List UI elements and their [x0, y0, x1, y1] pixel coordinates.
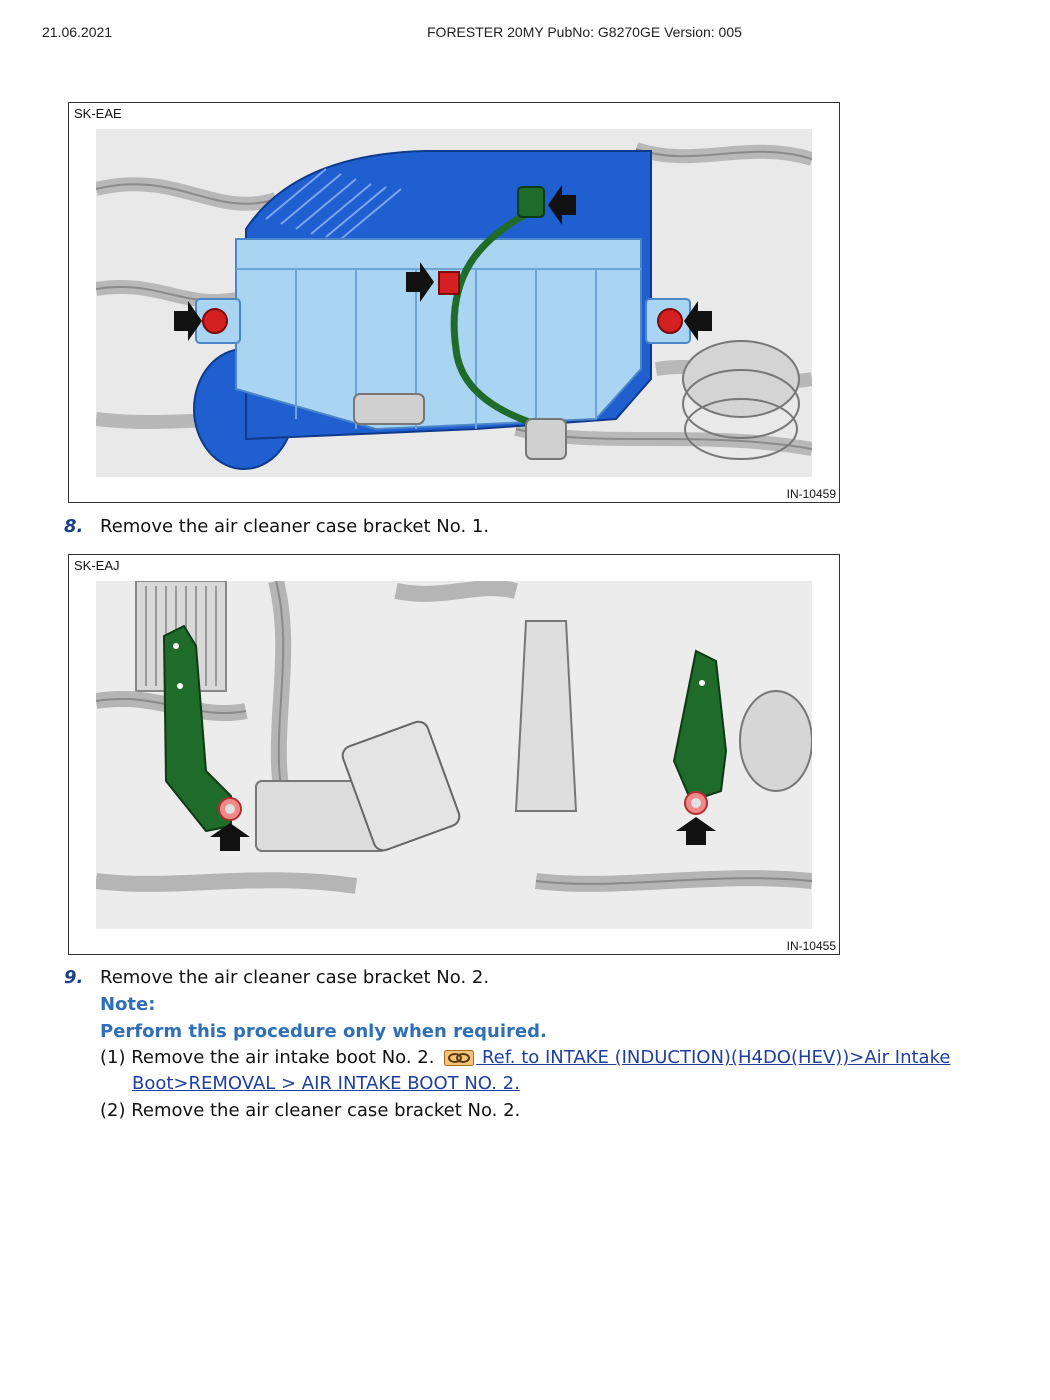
header-date: 21.06.2021: [42, 24, 113, 40]
figure-code: SK-EAJ: [74, 558, 120, 573]
step-text: Remove the air cleaner case bracket No. 2.: [100, 967, 490, 988]
substep-1-text: (1) Remove the air intake boot No. 2.: [100, 1047, 435, 1068]
step-text: Remove the air cleaner case bracket No. 1.: [100, 516, 490, 537]
reference-link-icon[interactable]: [444, 1050, 474, 1066]
step-number: 8.: [64, 516, 84, 537]
figure-air-cleaner-case: [68, 102, 840, 503]
reference-link-continued[interactable]: Boot>REMOVAL > AIR INTAKE BOOT NO. 2.: [132, 1073, 520, 1094]
note-label: Note:: [100, 994, 156, 1015]
step-9: [64, 967, 489, 988]
figure-code: SK-EAE: [74, 106, 122, 121]
substep-2: (2) Remove the air cleaner case bracket No. 2.: [100, 1100, 521, 1121]
header-title: FORESTER 20MY PubNo: G8270GE Version: 005: [427, 24, 742, 40]
figure-case-brackets: [68, 554, 840, 955]
note-text: Perform this procedure only when required.: [100, 1021, 547, 1042]
figure-id: IN-10459: [786, 487, 836, 501]
step-number: 9.: [64, 967, 84, 988]
step-8: [64, 516, 489, 537]
illustration-air-cleaner-case: [96, 129, 812, 477]
figure-id: IN-10455: [786, 939, 836, 953]
reference-link[interactable]: Ref. to INTAKE (INDUCTION)(H4DO(HEV))>Air Intake: [476, 1047, 951, 1068]
substep-1: [100, 1045, 1000, 1071]
illustration-case-brackets: [96, 581, 812, 929]
